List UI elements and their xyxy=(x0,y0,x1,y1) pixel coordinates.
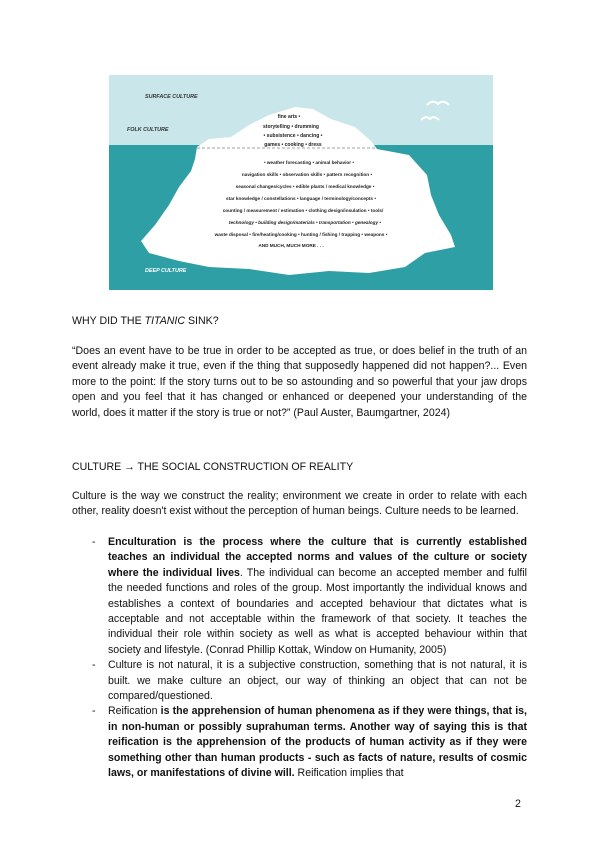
surface-culture-label: SURFACE CULTURE xyxy=(145,94,198,100)
folk-culture-label: FOLK CULTURE xyxy=(127,127,169,133)
tip-line: games • cooking • dress xyxy=(264,142,322,148)
deep-line: technology • building design/materials • transportation • genealogy • xyxy=(228,220,382,225)
reification-bold: is the apprehension of human phenomena as if they were things, that is, in non-human or possibly suprahuman terms. Another way of saying this is that reification is the apprehension of the products of human activity as if they were something other than human products - such as facts of nature, results of cosmic laws, or manifestations of divine will. xyxy=(108,705,527,780)
deep-line: • weather forecasting • animal behavior • xyxy=(263,160,355,165)
deep-line: navigation skills • observation skills • pattern recognition • xyxy=(241,172,373,177)
deep-culture-label: DEEP CULTURE xyxy=(145,268,187,274)
section-title-culture: CULTURE → THE SOCIAL CONSTRUCTION OF REALITY xyxy=(72,461,354,473)
bullet-list xyxy=(72,535,527,782)
deep-line: AND MUCH, MUCH MORE . . . xyxy=(258,243,324,248)
list-item xyxy=(72,535,527,658)
title-prefix: WHY DID THE xyxy=(72,315,145,327)
auster-quote: “Does an event have to be true in order to be accepted as true, or does belief in the truth of an event already make it true, even if the thing that supposedly happened did not happen?... Even more to the point: If the story turns out to be so astounding and so powerful that your jaw drops open and you feel that it has changed or enhanced or deepened your understanding of the world, does it matter if the story is true or not?” (Paul Auster, Baumgartner, 2024) xyxy=(72,345,527,419)
deep-line: waste disposal • fire/heating/cooking • hunting / fishing / trapping • weapons • xyxy=(214,232,388,237)
title-italic: TITANIC xyxy=(144,315,186,327)
tip-line: fine arts • xyxy=(277,114,301,120)
list-item xyxy=(72,704,527,781)
list-item: - Culture is not natural, it is a subjective construction, something that is not natural, it is built. we make culture an object, our way of thinking an object that can not be compared/questioned. xyxy=(72,658,527,704)
reification-start: Reification xyxy=(108,705,161,718)
tip-line: storytelling • drumming xyxy=(263,124,319,130)
tip-line: • subsistence • dancing • xyxy=(263,133,323,139)
title-suffix: SINK? xyxy=(185,315,219,327)
deep-line: star knowledge / constellations • language / terminology/concepts • xyxy=(226,196,376,201)
enculturation-text: . The individual can become an accepted member and fulfil the needed functions and roles of the group. Most importantly the individual knows and establishes a context of boundaries and accepted behaviour that dictates what is acceptable and not acceptable within the framework of that society. It teaches the individual their role within society as well as what is accepted behaviour within that society and lifestyle. (Conrad Phillip Kottak, Window on Humanity, 2005) xyxy=(108,566,527,656)
deep-line: seasonal changes/cycles • edible plants / medical knowledge • xyxy=(235,184,375,189)
enculturation-bold: Enculturation is the process where the culture that is currently established teaches an individual the accepted norms and values of the culture or society where the individual lives xyxy=(108,536,527,579)
deep-line: counting / measurement / estimation • clothing design/insulation • tools/ xyxy=(222,208,384,213)
section-title-titanic xyxy=(72,314,219,328)
page-number: 2 xyxy=(515,798,521,810)
reification-rest: Reification implies that xyxy=(294,767,404,780)
culture-intro: Culture is the way we construct the reality; environment we create in order to relate with each other, reality doesn't exist without the perception of human beings. Culture needs to be learned. xyxy=(72,490,527,518)
iceberg-figure xyxy=(109,75,493,290)
